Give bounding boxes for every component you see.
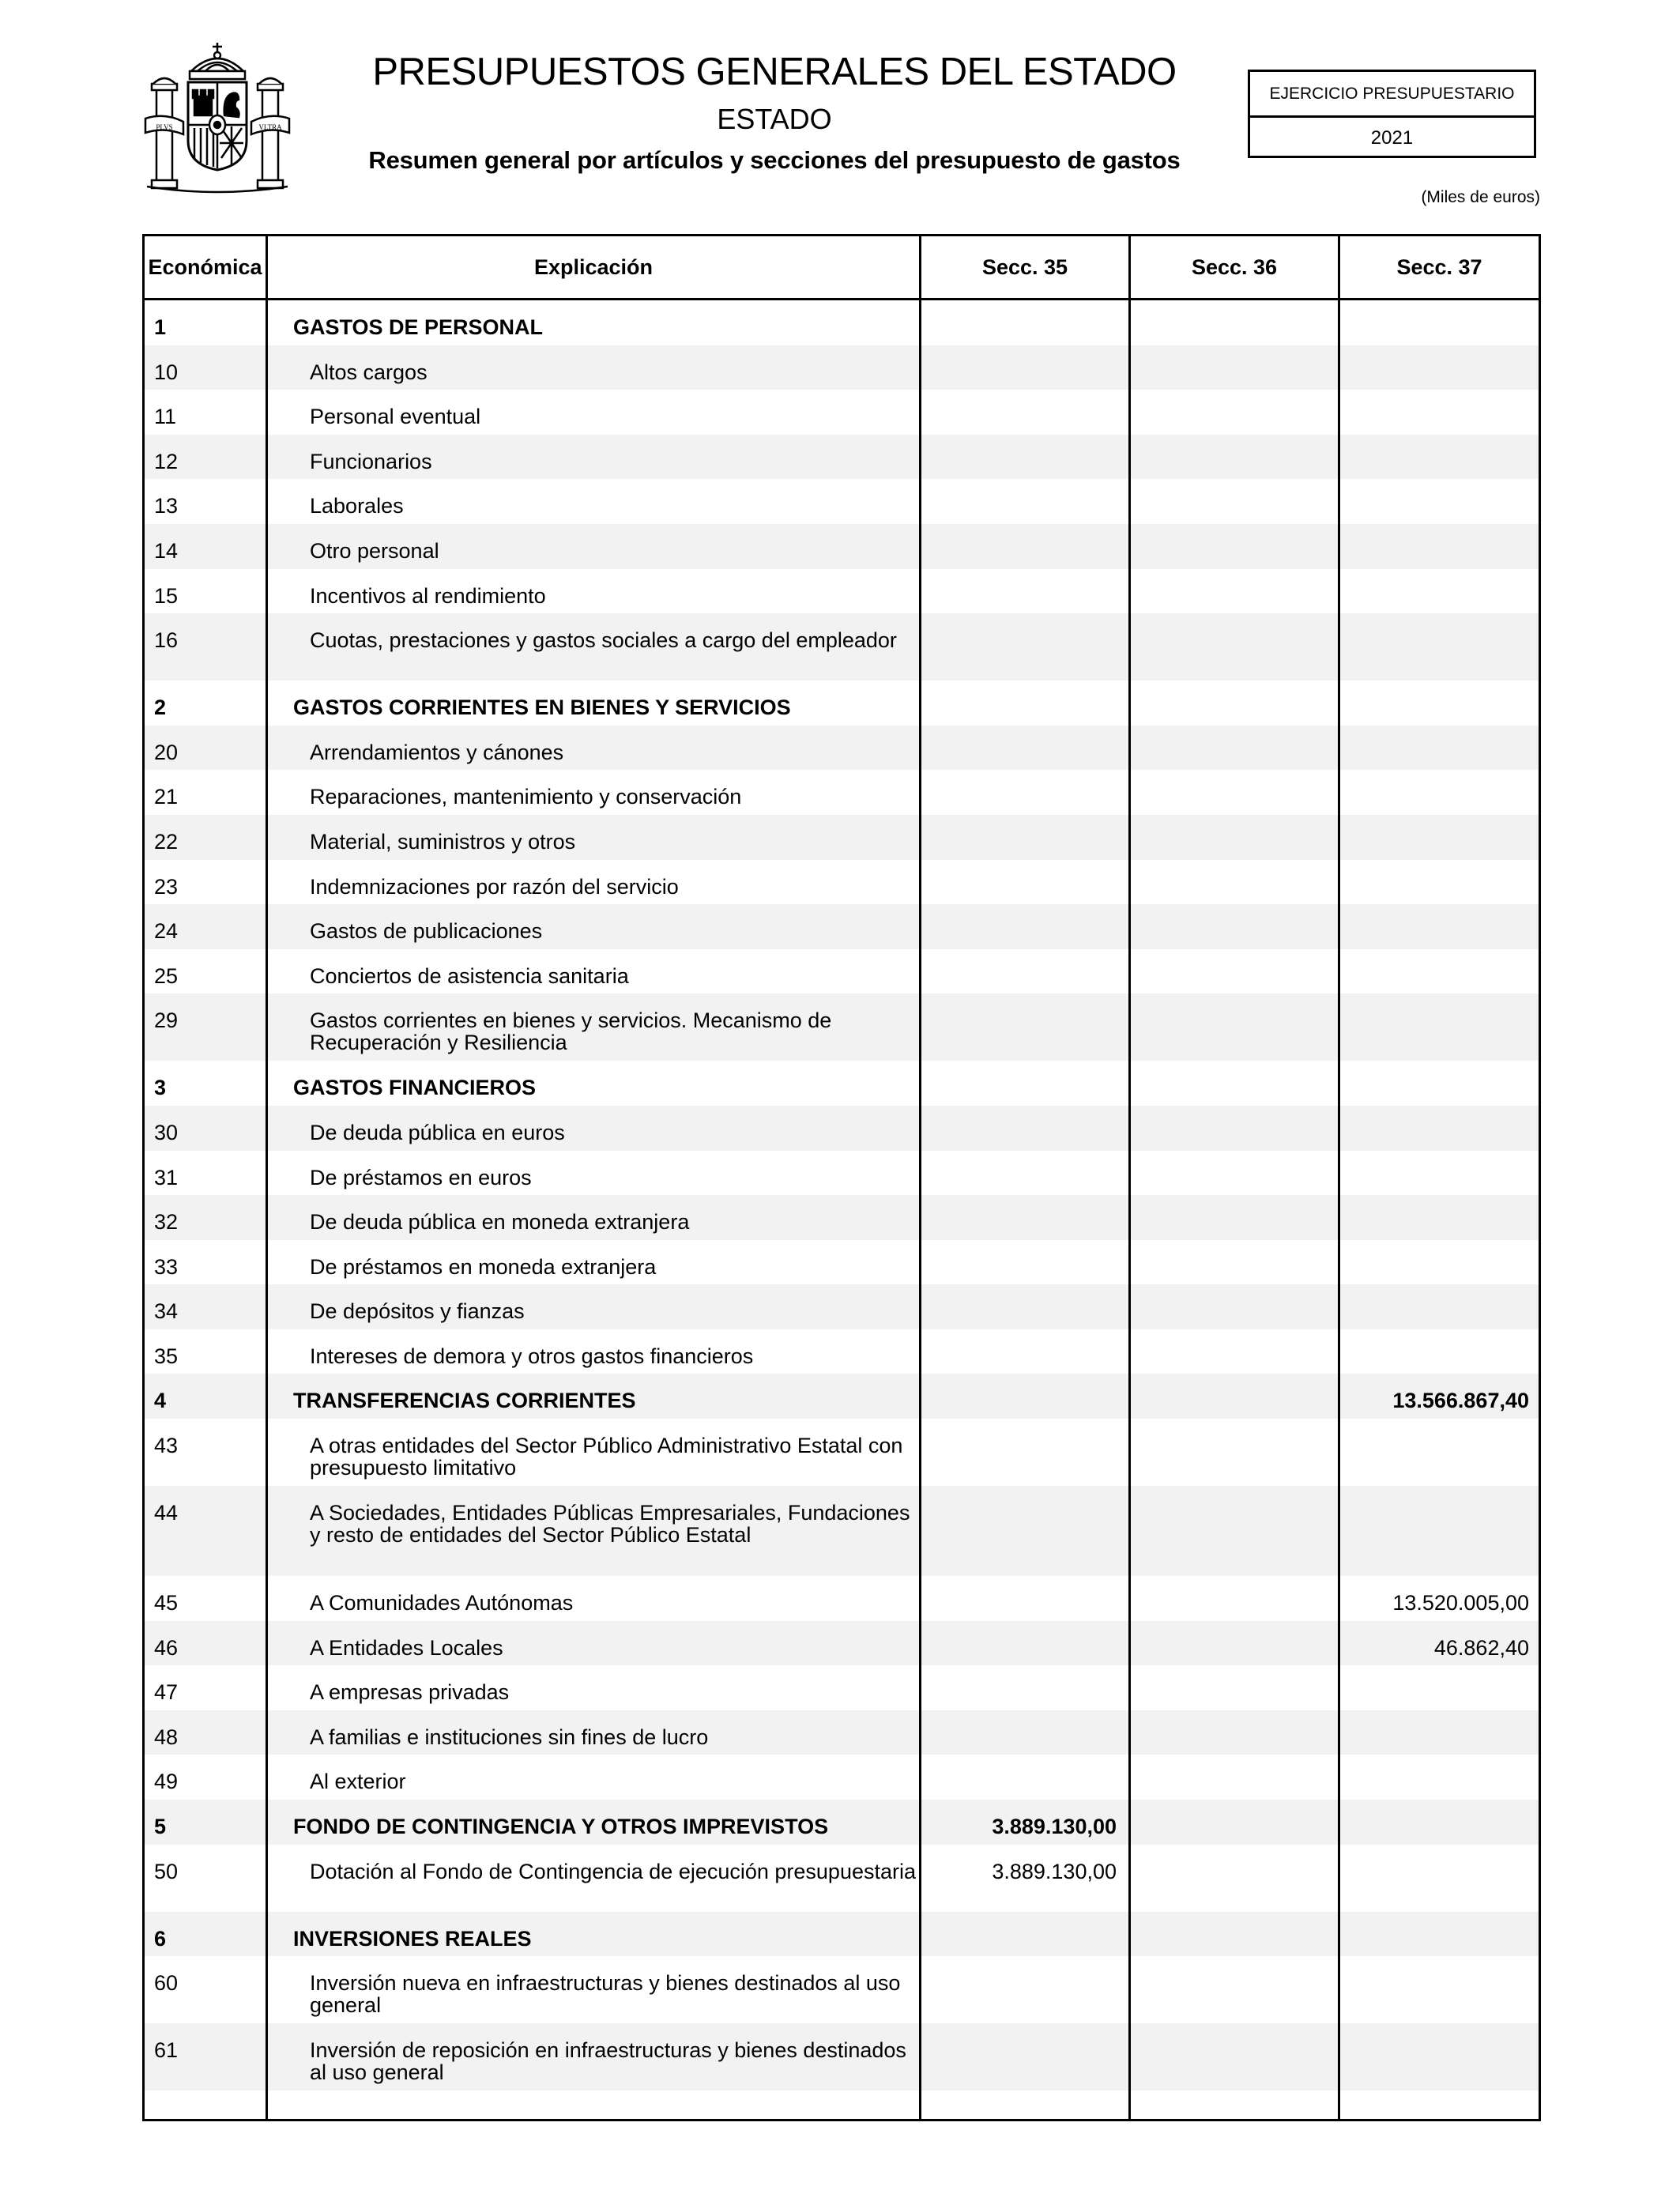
table-row [145, 1061, 1539, 1106]
table-row [145, 1486, 1539, 1576]
amount-secc-36 [1144, 1240, 1326, 1256]
amount-secc-37 [1354, 390, 1529, 405]
economic-code: 44 [154, 1501, 179, 1525]
table-row [145, 1240, 1539, 1285]
amount-secc-37 [1354, 949, 1529, 965]
explanation: De deuda pública en moneda extranjera [310, 1210, 690, 1235]
economic-code: 47 [154, 1680, 179, 1705]
table-row [145, 815, 1539, 860]
explanation: De depósitos y fianzas [310, 1299, 525, 1324]
amount-secc-37 [1354, 1284, 1529, 1300]
table-row [145, 1576, 1539, 1621]
explanation: A Sociedades, Entidades Públicas Empresariales, Fundaciones y resto de entidades del Sector Público Estatal [310, 1501, 910, 1547]
explanation: De deuda pública en euros [310, 1120, 565, 1144]
amount-secc-36 [1144, 435, 1326, 450]
table-row [145, 770, 1539, 815]
economic-code: 4 [154, 1389, 167, 1413]
amount-secc-36 [1144, 300, 1326, 316]
amount-secc-36 [1144, 1956, 1326, 1972]
amount-secc-36 [1144, 815, 1326, 831]
economic-code: 14 [154, 538, 179, 563]
economic-code: 45 [154, 1591, 179, 1615]
explanation: Dotación al Fondo de Contingencia de ejecución presupuestaria [310, 1859, 917, 1883]
amount-secc-37 [1354, 904, 1529, 920]
table-row [145, 1195, 1539, 1240]
col-divider [266, 236, 268, 2119]
amount-secc-35 [935, 613, 1117, 629]
economic-code: 23 [154, 874, 179, 899]
amount-secc-35 [935, 1621, 1117, 1637]
economic-code: 3 [154, 1076, 167, 1100]
fiscal-year-label: EJERCICIO PRESUPUESTARIO [1250, 72, 1534, 118]
amount-secc-35 [935, 1486, 1117, 1502]
amount-secc-35 [935, 569, 1117, 585]
page-title: PRESUPUESTOS GENERALES DEL ESTADO [372, 51, 1177, 93]
economic-code: 15 [154, 583, 179, 608]
amount-secc-36 [1144, 569, 1326, 585]
amount-secc-37 [1354, 569, 1529, 585]
amount-secc-37 [1354, 1665, 1529, 1681]
table-row [145, 1710, 1539, 1755]
amount-secc-36 [1144, 1621, 1326, 1637]
col-divider [919, 236, 921, 2119]
amount-secc-36 [1144, 1912, 1326, 1928]
economic-code: 16 [154, 628, 179, 653]
amount-secc-37 [1354, 300, 1529, 316]
amount-secc-37: 13.520.005,00 [1392, 1591, 1529, 1615]
amount-secc-36 [1144, 1151, 1326, 1167]
amount-secc-37 [1354, 1419, 1529, 1434]
economic-code: 32 [154, 1210, 179, 1235]
amount-secc-36 [1144, 613, 1326, 629]
table-row [145, 1329, 1539, 1374]
explanation: Al exterior [310, 1770, 406, 1794]
amount-secc-36 [1144, 949, 1326, 965]
motto-right: VLTRA [258, 123, 282, 131]
amount-secc-36 [1144, 904, 1326, 920]
amount-secc-36 [1144, 345, 1326, 361]
explanation: Inversión de reposición en infraestructuras y bienes destinados al uso general [310, 2038, 906, 2085]
economic-code: 22 [154, 829, 179, 854]
explanation: GASTOS DE PERSONAL [293, 315, 544, 339]
table-row [145, 726, 1539, 771]
table-row [145, 1621, 1539, 1666]
amount-secc-36 [1144, 1665, 1326, 1681]
table-row [145, 1106, 1539, 1151]
table-row [145, 1374, 1539, 1419]
amount-secc-35 [935, 524, 1117, 540]
table-row [145, 2023, 1539, 2090]
economic-code: 30 [154, 1120, 179, 1144]
col-divider [1338, 236, 1340, 2119]
amount-secc-37 [1354, 860, 1529, 876]
amount-secc-36 [1144, 993, 1326, 1009]
economic-code: 29 [154, 1008, 179, 1033]
amount-secc-36 [1144, 1195, 1326, 1211]
col-header-secc-36: Secc. 36 [1191, 254, 1278, 279]
amount-secc-35 [935, 680, 1117, 696]
amount-secc-35 [935, 993, 1117, 1009]
col-header-secc-37: Secc. 37 [1396, 254, 1482, 279]
table-header [145, 236, 1539, 300]
table-row [145, 1912, 1539, 1957]
amount-secc-37 [1354, 1755, 1529, 1770]
col-header-secc-35: Secc. 35 [981, 254, 1068, 279]
budget-table [142, 234, 1541, 2121]
amount-secc-37 [1354, 524, 1529, 540]
explanation: Intereses de demora y otros gastos financieros [310, 1344, 754, 1368]
amount-secc-37 [1354, 1956, 1529, 1972]
amount-secc-35 [935, 1151, 1117, 1167]
amount-secc-37 [1354, 1061, 1529, 1076]
amount-secc-37 [1354, 1912, 1529, 1928]
amount-secc-37 [1354, 1195, 1529, 1211]
table-row [145, 390, 1539, 435]
amount-secc-37 [1354, 680, 1529, 696]
amount-secc-35 [935, 1284, 1117, 1300]
table-row [145, 1665, 1539, 1710]
amount-secc-37 [1354, 479, 1529, 495]
explanation: Cuotas, prestaciones y gastos sociales a cargo del empleador [310, 628, 897, 653]
amount-secc-36 [1144, 1800, 1326, 1815]
amount-secc-36 [1144, 1061, 1326, 1076]
amount-secc-37: 46.862,40 [1433, 1635, 1529, 1660]
amount-secc-36 [1144, 770, 1326, 786]
economic-code: 13 [154, 494, 179, 518]
economic-code: 60 [154, 1971, 179, 1996]
fiscal-year-value: 2021 [1370, 126, 1414, 149]
economic-code: 2 [154, 696, 167, 720]
economic-code: 43 [154, 1434, 179, 1458]
amount-secc-35 [935, 1106, 1117, 1122]
economic-code: 61 [154, 2038, 179, 2063]
economic-code: 31 [154, 1165, 179, 1189]
amount-secc-37 [1354, 993, 1529, 1009]
explanation: FONDO DE CONTINGENCIA Y OTROS IMPREVISTOS [293, 1815, 829, 1839]
amount-secc-35 [935, 1576, 1117, 1592]
amount-secc-37 [1354, 1486, 1529, 1502]
amount-secc-37 [1354, 1800, 1529, 1815]
amount-secc-35 [935, 860, 1117, 876]
table-row [145, 300, 1539, 345]
explanation: Otro personal [310, 538, 439, 563]
explanation: De préstamos en moneda extranjera [310, 1254, 657, 1279]
page-description: Resumen general por artículos y secciones del presupuesto de gastos [368, 146, 1181, 174]
explanation: Gastos de publicaciones [310, 919, 543, 944]
amount-secc-36 [1144, 1329, 1326, 1345]
amount-secc-37 [1354, 345, 1529, 361]
amount-secc-35 [935, 2023, 1117, 2039]
economic-code: 33 [154, 1254, 179, 1279]
table-row [145, 680, 1539, 726]
col-header-explicacion: Explicación [533, 254, 654, 279]
economic-code: 49 [154, 1770, 179, 1794]
economic-code: 20 [154, 740, 179, 764]
amount-secc-35 [935, 770, 1117, 786]
amount-secc-37 [1354, 435, 1529, 450]
amount-secc-35 [935, 1710, 1117, 1726]
amount-secc-37 [1354, 613, 1529, 629]
explanation: Gastos corrientes en bienes y servicios. Mecanismo de Recuperación y Resiliencia [310, 1008, 832, 1055]
amount-secc-35 [935, 949, 1117, 965]
amount-secc-35 [935, 1329, 1117, 1345]
explanation: Funcionarios [310, 449, 432, 473]
motto-left: PLVS [156, 123, 173, 131]
explanation: A otras entidades del Sector Público Administrativo Estatal con presupuesto limitativo [310, 1434, 903, 1480]
economic-code: 1 [154, 315, 167, 339]
table-row [145, 949, 1539, 994]
amount-secc-35 [935, 1240, 1117, 1256]
table-row [145, 1419, 1539, 1486]
amount-secc-36 [1144, 1486, 1326, 1502]
explanation: Laborales [310, 494, 404, 518]
header [300, 46, 1249, 180]
amount-secc-37: 13.566.867,40 [1392, 1389, 1529, 1413]
amount-secc-36 [1144, 1576, 1326, 1592]
economic-code: 12 [154, 449, 179, 473]
amount-secc-35 [935, 1755, 1117, 1770]
explanation: Altos cargos [310, 360, 428, 384]
table-row [145, 860, 1539, 905]
amount-secc-35: 3.889.130,00 [992, 1859, 1117, 1883]
explanation: A familias e instituciones sin fines de lucro [310, 1725, 709, 1749]
table-row [145, 1151, 1539, 1196]
economic-code: 10 [154, 360, 179, 384]
amount-secc-35 [935, 1419, 1117, 1434]
amount-secc-36 [1144, 1284, 1326, 1300]
table-row [145, 1755, 1539, 1800]
amount-secc-35 [935, 1956, 1117, 1972]
table-row [145, 524, 1539, 569]
explanation: Personal eventual [310, 405, 481, 429]
economic-code: 34 [154, 1299, 179, 1324]
amount-secc-37 [1354, 815, 1529, 831]
explanation: Reparaciones, mantenimiento y conservación [310, 785, 742, 809]
amount-secc-37 [1354, 1710, 1529, 1726]
amount-secc-35 [935, 904, 1117, 920]
amount-secc-37 [1354, 2023, 1529, 2039]
amount-secc-35: 3.889.130,00 [992, 1815, 1117, 1839]
economic-code: 35 [154, 1344, 179, 1368]
table-row [145, 1284, 1539, 1329]
explanation: GASTOS CORRIENTES EN BIENES Y SERVICIOS [293, 696, 791, 720]
amount-secc-36 [1144, 1419, 1326, 1434]
table-row [145, 435, 1539, 480]
amount-secc-37 [1354, 1106, 1529, 1122]
amount-secc-35 [935, 345, 1117, 361]
economic-code: 25 [154, 963, 179, 988]
economic-code: 6 [154, 1926, 167, 1951]
explanation: A Comunidades Autónomas [310, 1591, 574, 1615]
amount-secc-36 [1144, 860, 1326, 876]
amount-secc-35 [935, 815, 1117, 831]
amount-secc-36 [1144, 1710, 1326, 1726]
amount-secc-36 [1144, 390, 1326, 405]
fiscal-year-box [1248, 70, 1536, 158]
explanation: Conciertos de asistencia sanitaria [310, 963, 629, 988]
amount-secc-35 [935, 1061, 1117, 1076]
amount-secc-36 [1144, 1755, 1326, 1770]
economic-code: 46 [154, 1635, 179, 1660]
amount-secc-37 [1354, 770, 1529, 786]
explanation: Inversión nueva en infraestructuras y bienes destinados al uso general [310, 1971, 901, 2018]
amount-secc-35 [935, 1665, 1117, 1681]
amount-secc-35 [935, 435, 1117, 450]
explanation: Indemnizaciones por razón del servicio [310, 874, 679, 899]
table-row [145, 479, 1539, 524]
amount-secc-36 [1144, 479, 1326, 495]
table-row [145, 904, 1539, 949]
table-row [145, 1845, 1539, 1912]
amount-secc-35 [935, 1912, 1117, 1928]
explanation: A empresas privadas [310, 1680, 510, 1705]
units-note: (Miles de euros) [1421, 188, 1540, 206]
explanation: De préstamos en euros [310, 1165, 532, 1189]
economic-code: 24 [154, 919, 179, 944]
explanation: Incentivos al rendimiento [310, 583, 546, 608]
economic-code: 48 [154, 1725, 179, 1749]
explanation: Arrendamientos y cánones [310, 740, 564, 764]
amount-secc-35 [935, 390, 1117, 405]
amount-secc-36 [1144, 680, 1326, 696]
amount-secc-37 [1354, 1845, 1529, 1860]
amount-secc-37 [1354, 726, 1529, 741]
col-header-economica: Económica [148, 254, 262, 279]
table-row [145, 345, 1539, 390]
amount-secc-36 [1144, 2023, 1326, 2039]
table-row [145, 993, 1539, 1061]
col-divider [1128, 236, 1131, 2119]
amount-secc-37 [1354, 1151, 1529, 1167]
explanation: Material, suministros y otros [310, 829, 576, 854]
amount-secc-36 [1144, 726, 1326, 741]
amount-secc-36 [1144, 1845, 1326, 1860]
amount-secc-35 [935, 726, 1117, 741]
page-subtitle: ESTADO [717, 103, 832, 135]
amount-secc-35 [935, 1374, 1117, 1389]
amount-secc-35 [935, 1195, 1117, 1211]
amount-secc-37 [1354, 1329, 1529, 1345]
explanation: INVERSIONES REALES [293, 1926, 532, 1951]
table-row [145, 569, 1539, 614]
table-body [145, 300, 1539, 2090]
amount-secc-36 [1144, 1374, 1326, 1389]
amount-secc-36 [1144, 524, 1326, 540]
explanation: A Entidades Locales [310, 1635, 503, 1660]
economic-code: 11 [154, 405, 177, 429]
economic-code: 50 [154, 1859, 179, 1883]
table-row [145, 1956, 1539, 2023]
table-row [145, 1800, 1539, 1845]
coat-of-arms-icon [142, 40, 292, 194]
explanation: TRANSFERENCIAS CORRIENTES [293, 1389, 636, 1413]
economic-code: 5 [154, 1815, 167, 1839]
amount-secc-35 [935, 479, 1117, 495]
amount-secc-37 [1354, 1240, 1529, 1256]
amount-secc-35 [935, 300, 1117, 316]
economic-code: 21 [154, 785, 179, 809]
explanation: GASTOS FINANCIEROS [293, 1076, 537, 1100]
table-row [145, 613, 1539, 680]
amount-secc-36 [1144, 1106, 1326, 1122]
